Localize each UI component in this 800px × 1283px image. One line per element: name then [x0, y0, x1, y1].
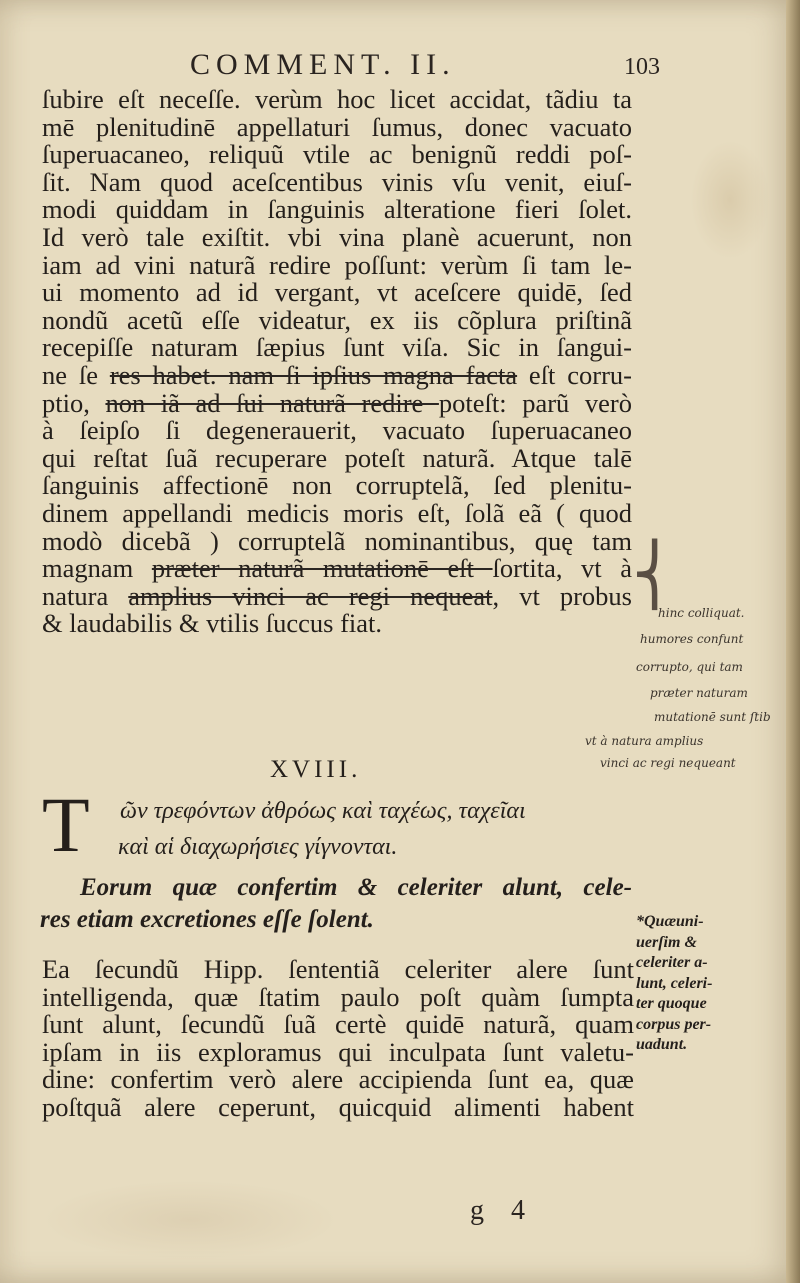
text-line: ſit. Nam quod aceſcentibus vinis vſu venit, eiuſ- — [42, 166, 632, 197]
text-line: modi quiddam in ſanguinis alteratione fieri ſolet. — [42, 194, 632, 225]
text-line: ſunt alunt, ſecundũ ſuã certè quidē naturã, quam — [42, 1009, 634, 1040]
margin-note-line: uadunt. — [636, 1036, 688, 1053]
text-line: dine: confertim verò alere accipienda ſunt ea, quæ — [42, 1064, 634, 1095]
text-line-struck — [42, 359, 632, 390]
text-line-struck — [42, 555, 632, 583]
text-line: dinem appellandi medicis moris eſt, ſolã eã ( quod — [42, 497, 632, 528]
paper-stain — [690, 140, 770, 260]
margin-note-line: *Quæuni- — [636, 913, 704, 930]
text-line: mē plenitudinē appellaturi ſumus, donec vacuato — [42, 111, 632, 142]
greek-aphorism-line: ῶν τρεφόντων ἀθρόως καὶ ταχέως, ταχεῖαι — [120, 798, 526, 824]
text-line: res etiam excretiones eſſe ſolent. — [40, 906, 374, 933]
text-line-struck — [42, 580, 632, 611]
text-line: ui momento ad id vergant, vt aceſcere quidē, ſed — [42, 277, 632, 308]
text-line: à ſeipſo ſi degenerauerit, vacuato ſuperuacaneo — [42, 415, 632, 446]
header-title: COMMENT. II. — [190, 48, 456, 81]
paper-stain — [40, 1180, 340, 1260]
margin-note-line: lunt, celeri- — [636, 974, 713, 992]
text-line: Eorum quæ confertim & celeriter alunt, cele- — [80, 874, 632, 901]
handwritten-brace: ⎨ — [632, 542, 677, 608]
margin-note-line: uerſim & — [636, 933, 697, 951]
text-fragment: ſortita, vt à — [492, 553, 632, 584]
running-header — [190, 48, 660, 88]
handwritten-note: vt à natura amplius — [585, 734, 704, 748]
text-fragment: eſt corru- — [517, 359, 632, 390]
text-line: & laudabilis & vtilis ſuccus fiat. — [42, 608, 383, 639]
greek-aphorism-line: καὶ αἱ διαχωρήσιες γίγνονται. — [118, 834, 398, 860]
text-fragment: ptio, — [42, 387, 106, 418]
text-line: recepiſſe naturam ſæpius ſunt viſa. Sic in ſangui- — [42, 332, 632, 363]
text-line: ſanguinis affectionē non corruptelã, ſed plenitu- — [42, 470, 632, 501]
text-fragment: poteſt: parũ verò — [438, 387, 632, 418]
text-line: modò dicebã ) corruptelã nominantibus, quę tam — [42, 525, 632, 556]
text-line-struck — [42, 387, 632, 418]
text-line: poſtquã alere ceperunt, quicquid alimenti habent — [42, 1091, 634, 1122]
signature-mark: g 4 — [470, 1195, 535, 1226]
text-line: intelligenda, quæ ſtatim paulo poſt quàm ſumpta — [42, 981, 634, 1012]
handwritten-note: vinci ac regi nequeant — [600, 756, 736, 770]
struck-text: res habet. nam ſi ipſius magna facta — [109, 359, 518, 390]
body-text-top — [42, 86, 632, 638]
struck-text: amplius vinci ac regi nequeat — [128, 580, 493, 611]
handwritten-note: præter naturam — [650, 686, 748, 700]
text-fragment: magnam — [42, 553, 152, 584]
text-fragment: ne ſe — [42, 359, 110, 390]
text-line: qui reſtat ſuã recuperare poteſt naturã. Atque talē — [42, 442, 632, 473]
page-edge — [786, 0, 800, 1283]
struck-text: non iã ad ſui naturã redire — [105, 387, 439, 418]
text-line: ipſam in iis exploramus qui inculpata ſunt valetu- — [42, 1036, 634, 1067]
text-line: Ea ſecundũ Hipp. ſententiã celeriter alere ſunt — [42, 954, 634, 984]
text-line: ſubire eſt neceſſe. verùm hoc licet accidat, tãdiu ta — [42, 84, 632, 114]
text-line: Id verò tale exiſtit. vbi vina planè acuerunt, non — [42, 221, 632, 252]
margin-note-line: corpus per- — [636, 1015, 712, 1033]
text-fragment: natura — [42, 580, 129, 611]
margin-note-line: celeriter a- — [636, 954, 708, 971]
text-line: ſuperuacaneo, reliquũ vtile ac benignũ reddi poſ- — [42, 139, 632, 170]
text-line: nondũ acetũ eſſe videatur, ex iis cõplura priſtinã — [42, 304, 632, 335]
handwritten-note: mutationē sunt ſtib — [654, 710, 771, 724]
page-number: 103 — [624, 54, 660, 80]
section-number: XVIII. — [270, 756, 362, 783]
struck-text: præter naturã mutationē eſt — [151, 553, 493, 584]
margin-note — [636, 912, 756, 1056]
handwritten-note: hinc colliquat. — [658, 606, 745, 620]
latin-translation — [40, 872, 632, 936]
handwritten-note: corrupto, qui tam — [636, 660, 743, 674]
body-text-bottom — [42, 956, 634, 1122]
text-fragment: , vt probus — [492, 580, 632, 611]
handwritten-note: humores confunt — [640, 632, 744, 646]
text-line: iam ad vini naturã redire poſſunt: verùm ſi tam le- — [42, 249, 632, 280]
drop-capital: T — [42, 781, 90, 868]
margin-note-line: ter quoque — [636, 995, 707, 1012]
